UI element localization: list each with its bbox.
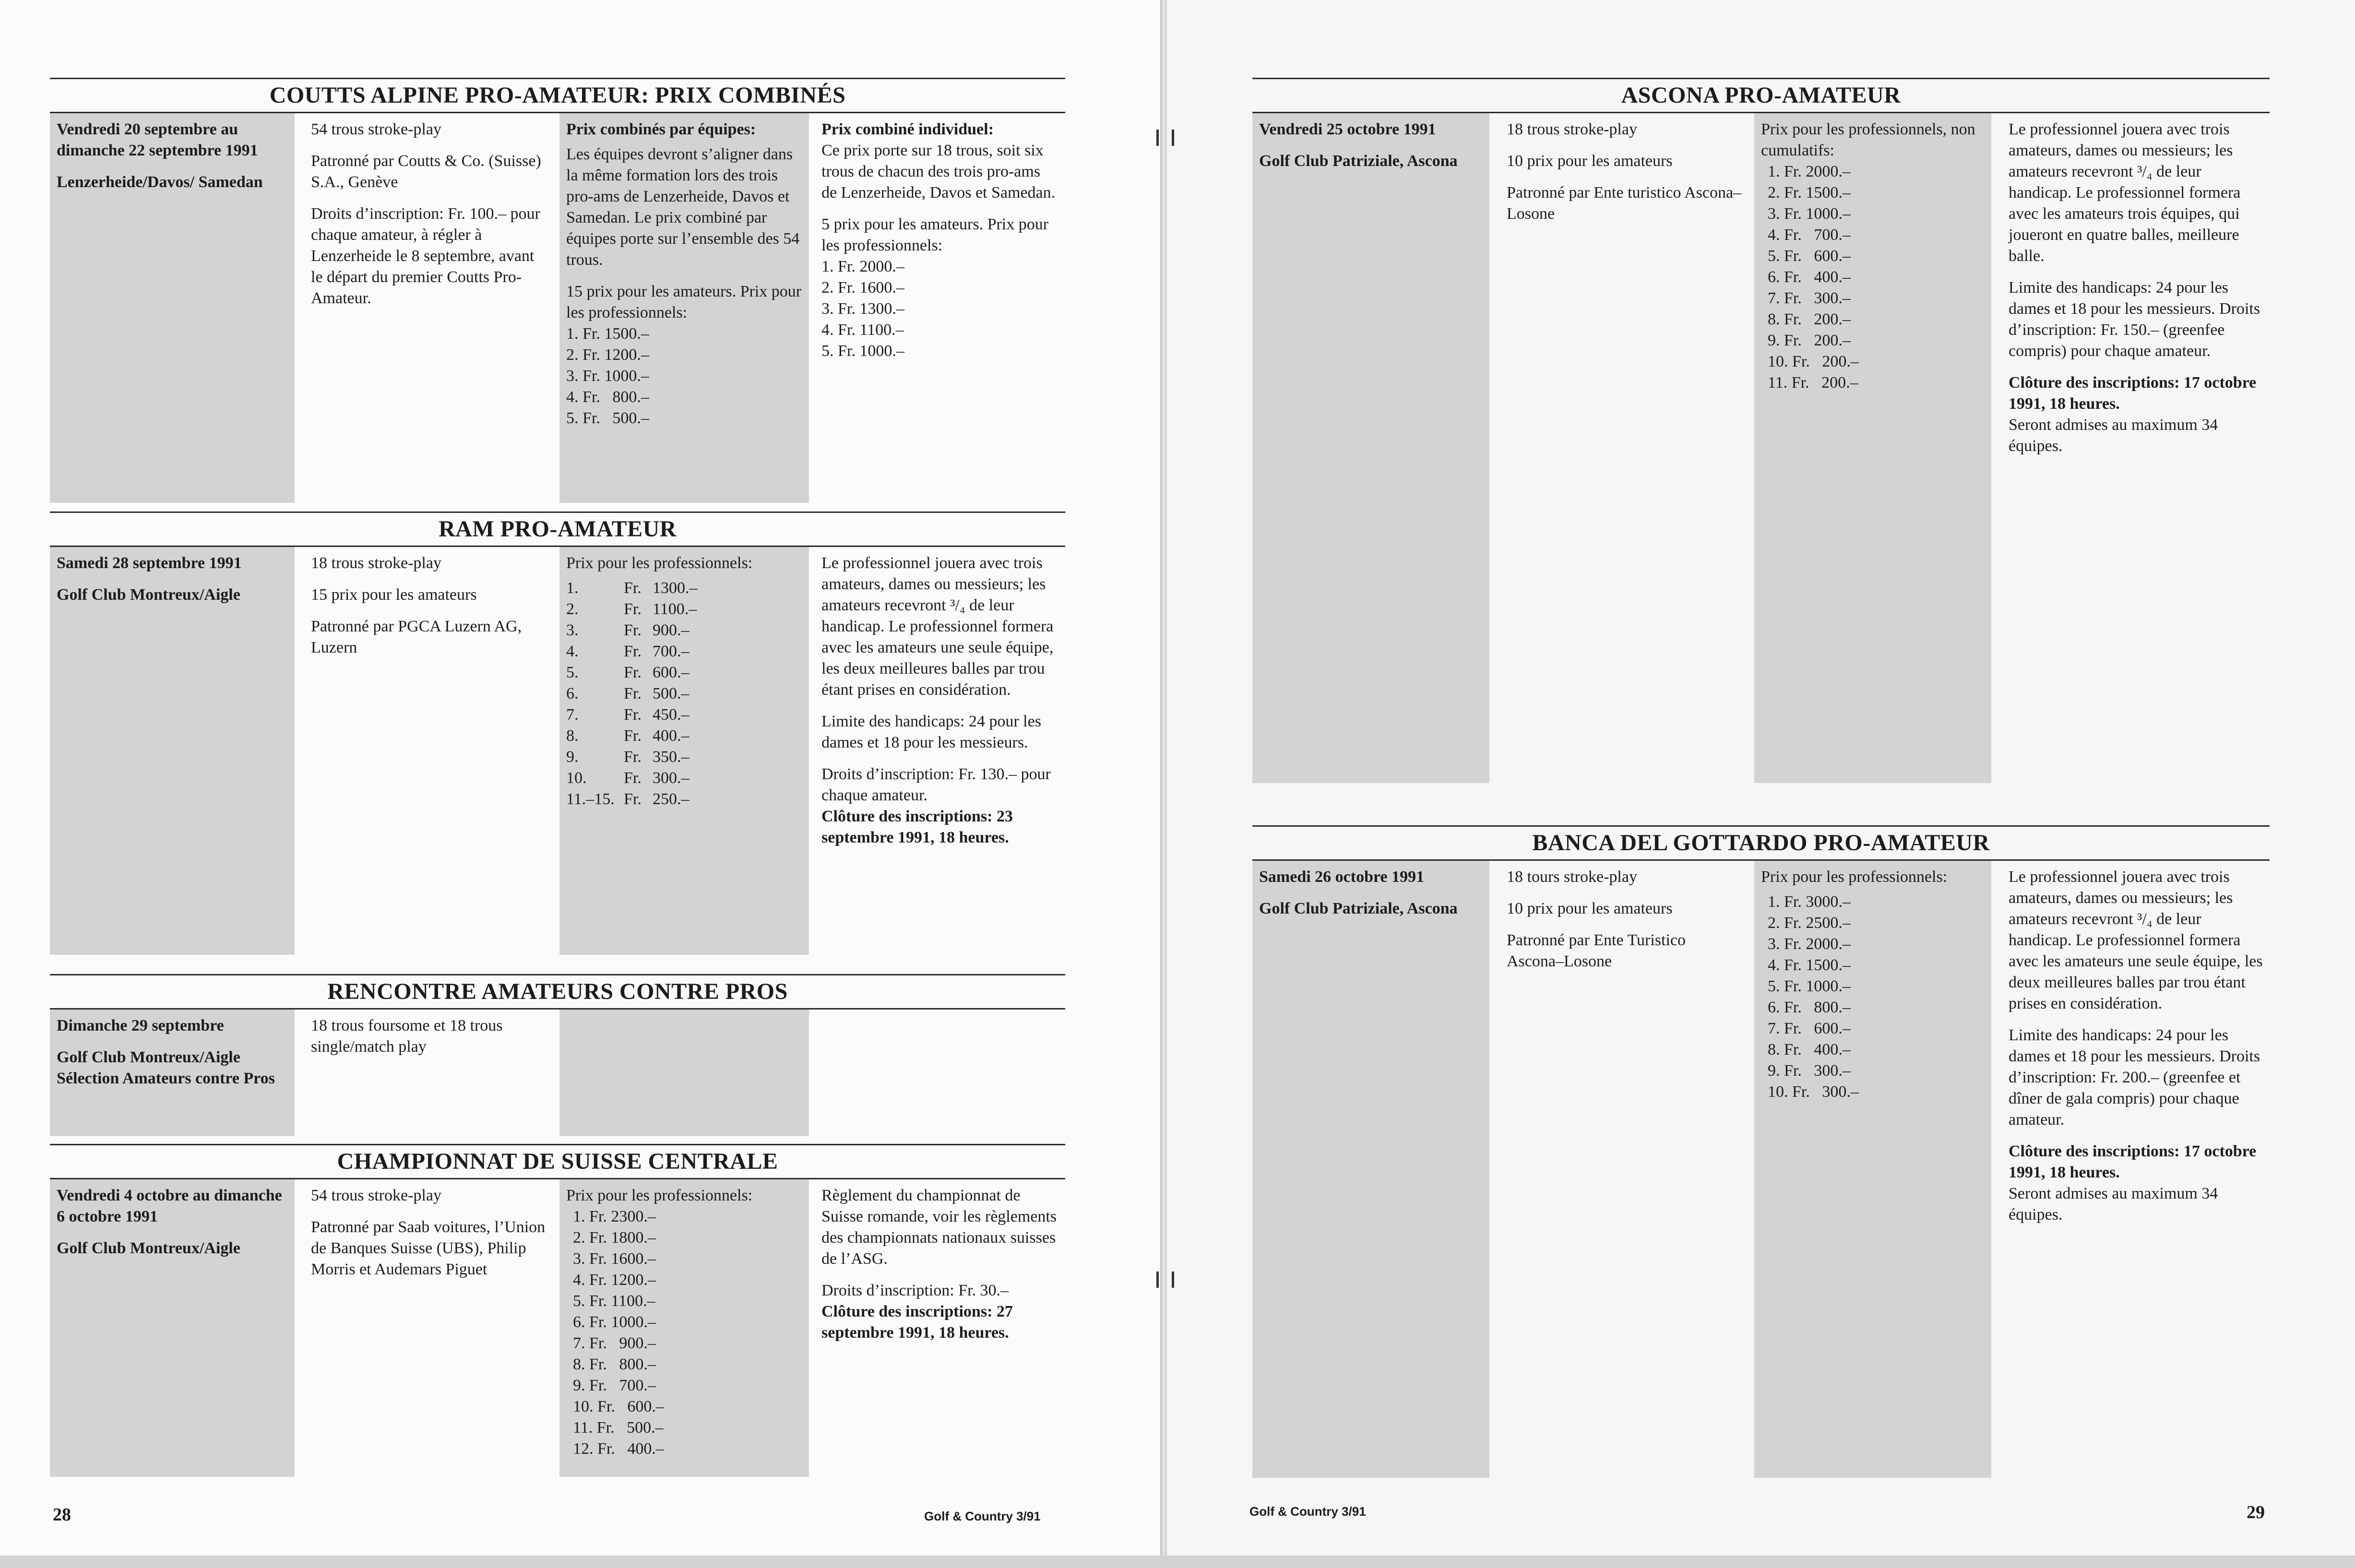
event-date: Vendredi 4 octobre au dimanche 6 octobre 1991 (57, 1187, 282, 1225)
individual-prize-text: Ce prix porte sur 18 trous, soit six trous de chacun des trois pro-ams de Lenzerheide, Davos et Samedan. (821, 142, 1056, 202)
detail-text: 18 trous stroke-play (1507, 120, 1637, 138)
detail-text: 15 prix pour les amateurs (311, 586, 477, 604)
list-item: 10. Fr. 300.– (1768, 1083, 1859, 1101)
crop-mark (1172, 1271, 1174, 1288)
prize-amount: 1100.– (653, 600, 697, 618)
list-item: 11. Fr. 500.– (573, 1419, 664, 1437)
prize-amount: 250.– (653, 790, 690, 808)
list-item: 8. Fr. 200.– (1768, 310, 1851, 328)
prize-rank: 10. (566, 769, 587, 787)
prize-amount: 350.– (653, 748, 690, 766)
prize-rank: 7. (566, 706, 579, 724)
individual-prize-intro: 5 prix pour les amateurs. Prix pour les professionnels: (821, 215, 1049, 254)
detail-text: Patronné par Ente Turistico Ascona–Losone (1507, 931, 1686, 970)
list-item: 7. Fr. 900.– (573, 1334, 656, 1352)
prize-currency: Fr. (624, 600, 642, 618)
rules-text: Droits d’inscription: Fr. 30.– (821, 1282, 1009, 1299)
prize-rank: 11.–15. (566, 790, 615, 808)
list-item (566, 599, 802, 620)
prize-list (566, 578, 802, 810)
prize-amount: 400.– (653, 727, 690, 745)
detail-text: 54 trous stroke-play (311, 1187, 441, 1204)
rules-text: Le professionnel jouera avec trois amateurs, dames ou messieurs; les amateurs recevront ³/₄ de leur handicap. Le professionnel formera avec les amateurs une seule équipe, les deux meilleures balles par trou étant prises en considération. (821, 554, 1054, 699)
list-item (566, 704, 802, 725)
list-item: 7. Fr. 600.– (1768, 1020, 1851, 1037)
list-item: 4. Fr. 700.– (1768, 226, 1851, 244)
list-item: 3. Fr. 1000.– (1768, 205, 1851, 223)
event-title: BANCA DEL GOTTARDO PRO-AMATEUR (1252, 825, 2270, 861)
detail-text: Droits d’inscription: Fr. 100.– pour chaque amateur, à régler à Lenzerheide le 8 septembre, avant le départ du premier Coutts Pro-Amateur. (311, 205, 540, 307)
list-item: 8. Fr. 800.– (573, 1355, 656, 1373)
list-item: 10. Fr. 600.– (573, 1398, 664, 1415)
rules-column (815, 547, 1065, 859)
event-title: ASCONA PRO-AMATEUR (1252, 78, 2270, 113)
rules-column (2002, 861, 2270, 1236)
event-venue: Golf Club Patriziale, Ascona (1259, 900, 1458, 917)
list-item (566, 641, 802, 662)
admission-text: Seront admises au maximum 34 équipes. (2009, 1185, 2218, 1224)
detail-text: 54 trous stroke-play (311, 120, 441, 138)
prize-currency: Fr. (624, 790, 642, 808)
list-item (566, 725, 802, 747)
date-column (1252, 861, 1489, 1478)
prize-rank: 4. (566, 642, 579, 660)
list-item (566, 620, 802, 641)
prize-amount: 700.– (653, 642, 690, 660)
list-item: 3. Fr. 2000.– (1768, 935, 1851, 953)
prize-column (559, 1179, 809, 1477)
list-item: 1. Fr. 2000.– (821, 258, 904, 275)
list-item: 1. Fr. 1500.– (566, 325, 649, 343)
prize-list (1761, 161, 1985, 393)
list-item: 7. Fr. 300.– (1768, 289, 1851, 307)
detail-text: Patronné par Ente turistico Ascona–Losone (1507, 184, 1742, 223)
date-column (1252, 113, 1489, 783)
prize-amount: 450.– (653, 706, 690, 724)
page-number: 28 (53, 1505, 71, 1525)
prize-amount: 300.– (653, 769, 690, 787)
list-item (566, 747, 802, 768)
closing-date: Clôture des inscriptions: 17 octobre 1991, 18 heures. (2009, 1142, 2257, 1181)
list-item: 2. Fr. 1500.– (1768, 184, 1851, 202)
event-title: RAM PRO-AMATEUR (50, 511, 1065, 547)
prize-column (1754, 113, 1991, 783)
event-date: Samedi 28 septembre 1991 (57, 554, 242, 572)
list-item: 1. Fr. 3000.– (1768, 893, 1851, 911)
list-item: 2. Fr. 1600.– (821, 279, 904, 297)
admission-text: Seront admises au maximum 34 équipes. (2009, 416, 2218, 455)
rules-text: Limite des handicaps: 24 pour les dames et 18 pour les messieurs. (821, 713, 1041, 751)
list-item: 4. Fr. 1200.– (573, 1271, 656, 1289)
prize-rank: 8. (566, 727, 579, 745)
prize-heading: Prix pour les professionnels: (566, 554, 753, 572)
team-prize-column (559, 113, 809, 503)
detail-text: Patronné par Saab voitures, l’Union de Banques Suisse (UBS), Philip Morris et Audemars Piguet (311, 1218, 546, 1278)
closing-date: Clôture des inscriptions: 23 septembre 1991, 18 heures. (821, 808, 1013, 846)
rules-text: Le professionnel jouera avec trois amateurs, dames ou messieurs; les amateurs recevront ³/₄ de leur handicap. Le professionnel formera avec les amateurs trois équipes, qui joueront en quatre balles, meilleure balle. (2009, 120, 2241, 265)
crop-mark (1156, 1271, 1159, 1288)
closing-date: Clôture des inscriptions: 17 octobre 1991, 18 heures. (2009, 374, 2257, 413)
list-item: 9. Fr. 700.– (573, 1377, 656, 1394)
prize-rank: 6. (566, 685, 579, 702)
details-column (1500, 861, 1749, 983)
prize-heading: Prix pour les professionnels: (1761, 868, 1948, 886)
event-banca-del-gottardo (1252, 825, 2270, 1478)
event-date: Dimanche 29 septembre (57, 1017, 224, 1034)
list-item (566, 578, 802, 599)
date-column (50, 1179, 295, 1477)
prize-currency: Fr. (624, 706, 642, 724)
list-item: 4. Fr. 800.– (566, 388, 649, 406)
list-item: 5. Fr. 600.– (1768, 247, 1851, 265)
detail-text: 18 tours stroke-play (1507, 868, 1637, 886)
rules-text: Droits d’inscription: Fr. 130.– pour chaque amateur. (821, 765, 1051, 804)
details-column (1500, 113, 1749, 235)
date-column (50, 1010, 295, 1136)
list-item: 3. Fr. 1300.– (821, 300, 904, 318)
date-column (50, 113, 295, 503)
prize-rank: 2. (566, 600, 579, 618)
page-footer: Golf & Country 3/91 (924, 1509, 1041, 1523)
prize-currency: Fr. (624, 664, 642, 681)
list-item: 9. Fr. 300.– (1768, 1062, 1851, 1080)
prize-currency: Fr. (624, 621, 642, 639)
list-item: 3. Fr. 1000.– (566, 367, 649, 385)
prize-currency: Fr. (624, 748, 642, 766)
rules-text: Le professionnel jouera avec trois amateurs, dames ou messieurs; les amateurs recevront ³/₄ de leur handicap. Le professionnel formera avec les amateurs une seule équipe, les deux meilleures balles par trou étant prises en considération. (2009, 868, 2263, 1012)
list-item: 4. Fr. 1500.– (1768, 956, 1851, 974)
event-coutts (50, 78, 1065, 510)
event-date: Vendredi 20 septembre au dimanche 22 septembre 1991 (57, 120, 258, 159)
list-item: 6. Fr. 800.– (1768, 998, 1851, 1016)
list-item: 10. Fr. 200.– (1768, 353, 1859, 370)
rules-column (815, 1179, 1065, 1354)
prize-amount: 1300.– (653, 579, 698, 597)
list-item: 3. Fr. 1600.– (573, 1250, 656, 1268)
prize-currency: Fr. (624, 579, 642, 597)
event-venue: Golf Club Montreux/Aigle (57, 1239, 240, 1257)
prize-currency: Fr. (624, 642, 642, 660)
details-column (304, 1179, 554, 1291)
detail-text: 18 trous foursome et 18 trous single/match play (311, 1017, 503, 1056)
details-column (304, 1010, 554, 1068)
team-prize-intro: 15 prix pour les amateurs. Prix pour les professionnels: (566, 283, 802, 321)
detail-text: Patronné par Coutts & Co. (Suisse) S.A., Genève (311, 152, 541, 191)
detail-text: 10 prix pour les amateurs (1507, 900, 1673, 917)
prize-heading: Prix pour les professionnels: (566, 1187, 753, 1204)
prize-rank: 1. (566, 579, 579, 597)
list-item: 12. Fr. 400.– (573, 1440, 664, 1458)
list-item: 11. Fr. 200.– (1768, 374, 1858, 392)
event-venue: Lenzerheide/Davos/ Samedan (57, 173, 263, 191)
list-item (566, 768, 802, 789)
prize-rank: 9. (566, 748, 579, 766)
team-prize-list (566, 323, 802, 429)
list-item: 9. Fr. 200.– (1768, 332, 1851, 349)
crop-mark (1172, 130, 1174, 146)
prize-column (1754, 861, 1991, 1478)
prize-currency: Fr. (624, 685, 642, 702)
team-prize-heading: Prix combinés par équipes: (566, 120, 756, 138)
left-page (0, 0, 1160, 1556)
list-item: 2. Fr. 1800.– (573, 1229, 656, 1247)
right-page (1167, 0, 2355, 1556)
prize-heading: Prix pour les professionnels, non cumulatifs: (1761, 120, 1975, 159)
list-item (566, 662, 802, 683)
event-championnat (50, 1144, 1065, 1480)
event-ascona (1252, 78, 2270, 783)
event-venue: Golf Club Montreux/Aigle (57, 586, 240, 604)
detail-text: Patronné par PGCA Luzern AG, Luzern (311, 618, 522, 656)
list-item: 5. Fr. 1000.– (821, 342, 904, 360)
date-column (50, 547, 295, 955)
list-item: 5. Fr. 1000.– (1768, 977, 1851, 995)
page-number: 29 (2247, 1502, 2265, 1522)
rules-text: Limite des handicaps: 24 pour les dames et 18 pour les messieurs. Droits d’inscription: Fr. 150.– (greenfee compris) pour chaque amateur. (2009, 279, 2260, 360)
rules-column (2002, 113, 2270, 467)
prize-amount: 600.– (653, 664, 690, 681)
closing-date: Clôture des inscriptions: 27 septembre 1991, 18 heures. (821, 1303, 1013, 1342)
list-item: 8. Fr. 400.– (1768, 1041, 1851, 1058)
event-title: RENCONTRE AMATEURS CONTRE PROS (50, 974, 1065, 1010)
page-footer: Golf & Country 3/91 (1249, 1504, 1366, 1519)
prize-currency: Fr. (624, 769, 642, 787)
prize-amount: 900.– (653, 621, 690, 639)
list-item: 5. Fr. 500.– (566, 409, 649, 427)
book-gutter (1160, 0, 1167, 1556)
event-rencontre (50, 974, 1065, 1137)
event-date: Samedi 26 octobre 1991 (1259, 868, 1425, 886)
list-item: 6. Fr. 400.– (1768, 268, 1851, 286)
list-item: 2. Fr. 2500.– (1768, 914, 1851, 932)
individual-prize-column (815, 113, 1065, 362)
prize-rank: 5. (566, 664, 579, 681)
prize-list (566, 1206, 802, 1460)
details-column (304, 113, 554, 320)
detail-text: 10 prix pour les amateurs (1507, 152, 1673, 170)
prize-rank: 3. (566, 621, 579, 639)
page-bottom-edge (0, 1556, 2355, 1568)
list-item (566, 789, 802, 810)
prize-list (1761, 891, 1985, 1103)
list-item: 1. Fr. 2000.– (1768, 163, 1851, 180)
prize-column (559, 547, 809, 955)
prize-currency: Fr. (624, 727, 642, 745)
list-item: 5. Fr. 1100.– (573, 1292, 655, 1310)
individual-prize-heading: Prix combiné individuel: (821, 120, 994, 138)
list-item (566, 683, 802, 704)
event-title: CHAMPIONNAT DE SUISSE CENTRALE (50, 1144, 1065, 1179)
list-item: 6. Fr. 1000.– (573, 1313, 656, 1331)
rules-text: Règlement du championnat de Suisse romande, voir les règlements des championnats nationaux suisses de l’ASG. (821, 1187, 1057, 1268)
detail-text: 18 trous stroke-play (311, 554, 441, 572)
team-prize-text: Les équipes devront s’aligner dans la même formation lors des trois pro-ams de Lenzerheide, Davos et Samedan. Le prix combiné par équipes porte sur l’ensemble des 54 trous. (566, 145, 800, 269)
event-title: COUTTS ALPINE PRO-AMATEUR: PRIX COMBINÉS (50, 78, 1065, 113)
event-ram (50, 511, 1065, 958)
crop-mark (1156, 130, 1159, 146)
prize-amount: 500.– (653, 685, 690, 702)
event-date: Vendredi 25 octobre 1991 (1259, 120, 1436, 138)
event-venue: Golf Club Patriziale, Ascona (1259, 152, 1458, 170)
list-item: 1. Fr. 2300.– (573, 1208, 656, 1225)
list-item: 2. Fr. 1200.– (566, 346, 649, 364)
rules-text: Limite des handicaps: 24 pour les dames et 18 pour les messieurs. Droits d’inscription: Fr. 200.– (greenfee et dîner de gala compris) pour chaque amateur. (2009, 1026, 2260, 1128)
event-venue: Golf Club Montreux/Aigle Sélection Amateurs contre Pros (57, 1048, 275, 1087)
list-item: 4. Fr. 1100.– (821, 321, 904, 339)
individual-prize-list (821, 256, 1059, 362)
empty-shade-column (559, 1010, 809, 1136)
details-column (304, 547, 554, 669)
